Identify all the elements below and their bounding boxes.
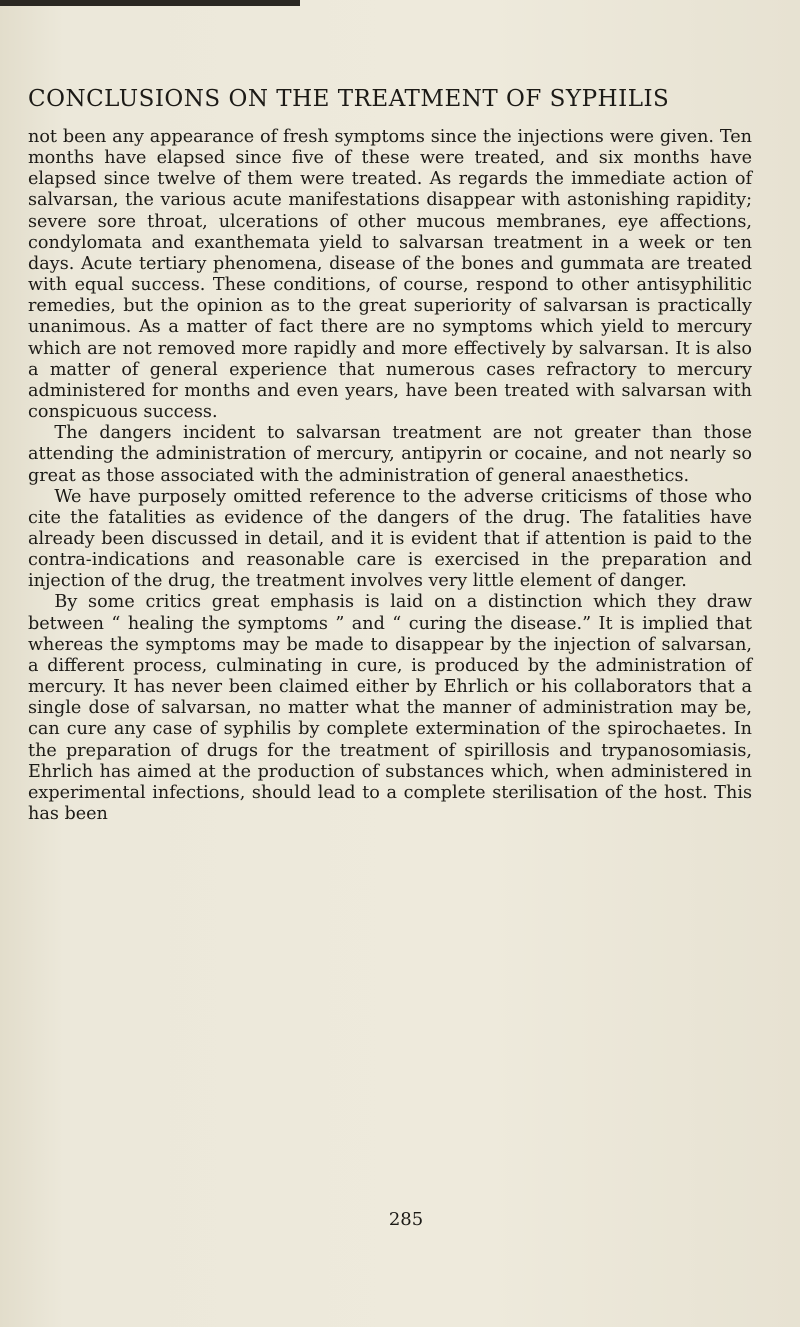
paragraph-healing-vs-curing: By some critics great emphasis is laid on a distinction which they draw between “ healing the symptoms ” and “ curing the disease.” It is implied that whereas the symptoms may be made to disappear by the injection of salvarsan, a different process, culminating in cure, is produced by the administration of mercury. It has never been claimed either by Ehrlich or his collaborators that a single dose of salvarsan, no matter what the manner of administration may be, can cure any case of syphilis by complete extermination of the spirochaetes. In the preparation of drugs for the treatment of spirillosis and trypanosomiasis, Ehrlich has aimed at the production of substances which, when administered in experimental infections, should lead to a complete sterilisation of the host. This has been	[28, 592, 752, 824]
running-header: CONCLUSIONS ON THE TREATMENT OF SYPHILIS	[28, 86, 670, 112]
paragraph-continuation: not been any appearance of fresh symptoms since the injections were given. Ten months have elapsed since five of these were treated, and six months have elapsed since twelve of them were treated. As regards the immediate action of salvarsan, the various acute manifestations disappear with astonishing rapidity; severe sore throat, ulcerations of other mucous membranes, eye affections, condylomata and exanthemata yield to salvarsan treatment in a week or ten days. Acute tertiary phenomena, disease of the bones and gummata are treated with equal success. These conditions, of course, respond to other antisyphilitic remedies, but the opinion as to the great superiority of salvarsan is practically unanimous. As a matter of fact there are no symptoms which yield to mercury which are not removed more rapidly and more effectively by salvarsan. It is also a matter of general experience that numerous cases refractory to mercury administered for months and even years, have been treated with salvarsan with conspicuous success.	[28, 127, 752, 423]
scan-edge-shadow	[0, 0, 300, 6]
paragraph-dangers: The dangers incident to salvarsan treatment are not greater than those attending the administration of mercury, antipyrin or cocaine, and not nearly so great as those associated with the administration of general anaesthetics.	[28, 423, 752, 486]
page-number-container	[0, 1209, 800, 1230]
paragraph-criticisms: We have purposely omitted reference to the adverse criticisms of those who cite the fatalities as evidence of the dangers of the drug. The fatalities have already been discussed in detail, and it is evident that if attention is paid to the contra-indications and reasonable care is exercised in the preparation and injection of the drug, the treatment involves very little element of danger.	[28, 486, 752, 592]
page-number: 285	[388, 1209, 424, 1230]
body-text	[28, 127, 752, 825]
